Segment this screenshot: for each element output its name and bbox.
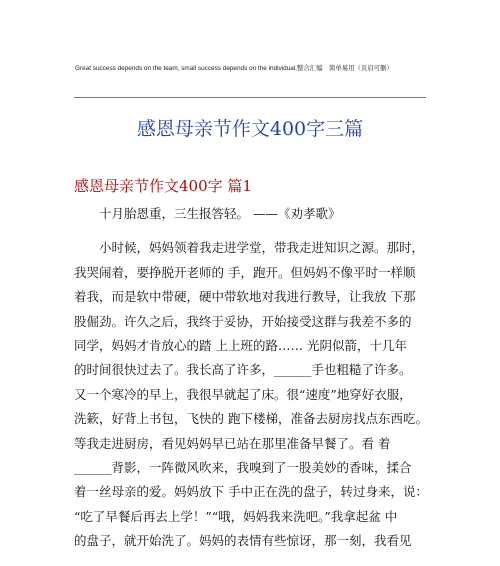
body-line: 股倔劲。许久之后，我终于妥协，开始接受这群与我差不多的: [74, 313, 412, 329]
body-line: 我哭闹着，要挣脱开老师的 手，跑开。但妈妈不像平时一样顺: [74, 264, 416, 280]
header-divider: [74, 97, 426, 98]
paragraph-gap: [74, 226, 434, 236]
body-line: 又一个寒冷的早上，我很早就起了床。很“速度”地穿好衣服，: [74, 386, 412, 402]
body-line: ______背影，一阵微风吹来，我嗅到了一股美妙的香味，揉合: [74, 459, 412, 475]
body-line: “吃了早餐后再去上学！”“哦，妈妈我来洗吧。”我拿起盆 中: [74, 508, 398, 524]
body-line: 的盘子，就开始洗了。妈妈的表情有些惊讶，那一刻，我看见: [74, 533, 412, 549]
body-line: 同学，妈妈才肯放心的踏 上上班的路…… 光阴似箭，十几年: [74, 337, 407, 353]
document-body: [74, 202, 434, 553]
quote-line: 十月胎恩重，三生报答轻。 ——《劝孝歌》: [74, 206, 341, 221]
body-line: 的时间很快过去了。我长高了许多，______手也粗糙了许多。: [74, 362, 412, 378]
body-line: 小时候，妈妈领着我走进学堂，带我走进知识之源。那时，: [74, 240, 425, 256]
body-line: 洗簌，好背上书包，飞快的 跑下楼梯，准备去厨房找点东西吃。: [74, 411, 428, 427]
body-line: 等我走进厨房，看见妈妈早已站在那里准备早餐了。看 着: [74, 435, 391, 451]
section-title: 感恩母亲节作文400字 篇1: [74, 177, 252, 195]
page-header: Great success depends on the team, small success depends on the individual.整合汇编 简单易用（页眉可删）: [75, 65, 393, 72]
document-title: 感恩母亲节作文400字三篇: [136, 118, 364, 140]
body-line: 着一丝母亲的爱。妈妈放下 手中正在洗的盘子，转过身来，说：: [74, 484, 428, 500]
body-line: 着我，而是软中带硬，硬中带软地对我进行教导，让我放 下那: [74, 289, 416, 305]
